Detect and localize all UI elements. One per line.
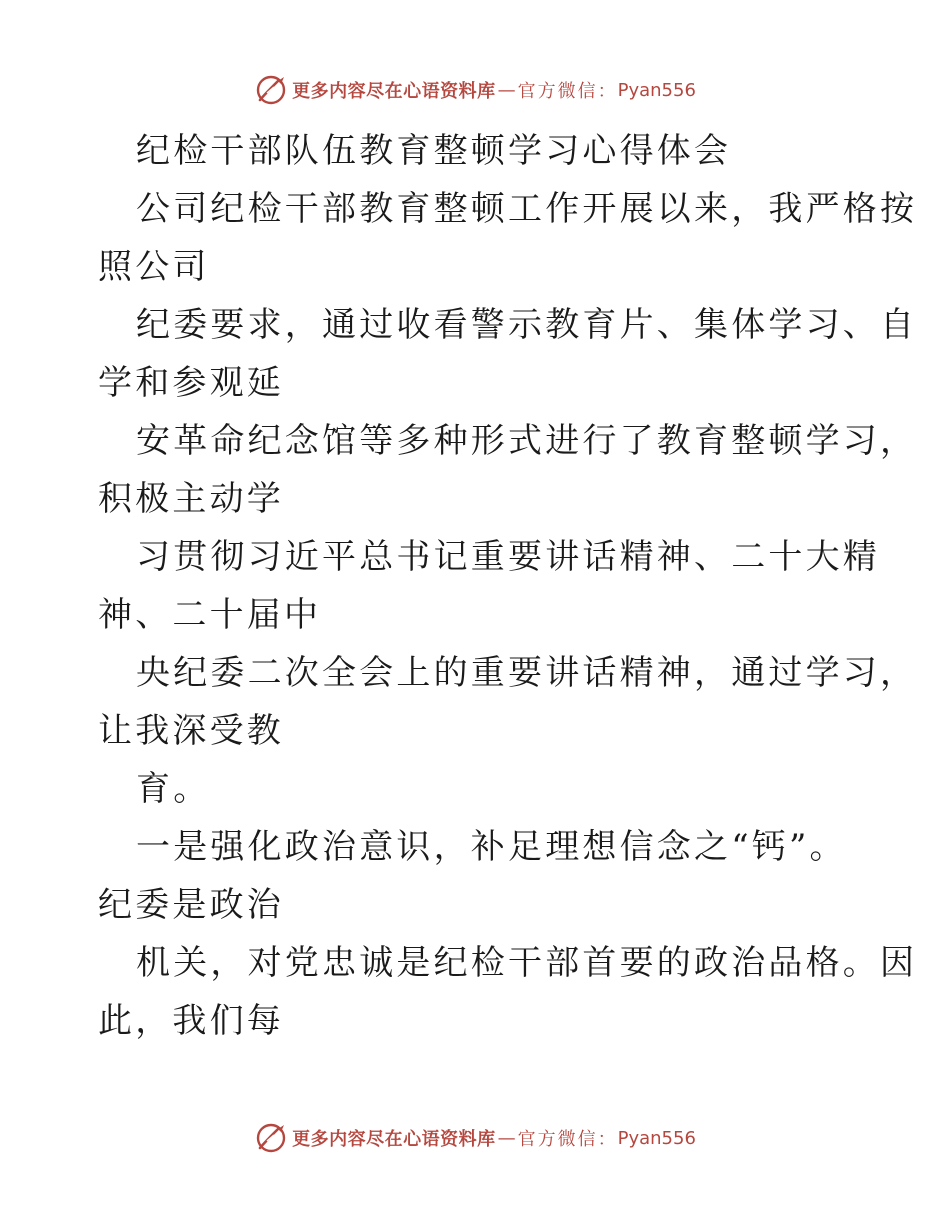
banner-site-name: 更多内容尽在心语资料库 bbox=[292, 1129, 496, 1150]
banner-dash: — bbox=[497, 79, 516, 101]
doc-line: 纪委是政治 bbox=[98, 885, 284, 925]
doc-title: 纪检干部队伍教育整顿学习心得体会 bbox=[136, 131, 732, 171]
doc-line: 神、二十届中 bbox=[98, 595, 322, 635]
banner-wechat-id: Pyan556 bbox=[617, 1127, 696, 1149]
doc-line: 机关，对党忠诚是纪检干部首要的政治品格。因 bbox=[136, 943, 918, 983]
document-body bbox=[98, 122, 918, 1050]
doc-line: 育。 bbox=[136, 769, 211, 809]
doc-line: 纪委要求，通过收看警示教育片、集体学习、自 bbox=[136, 305, 918, 345]
doc-line: 让我深受教 bbox=[98, 711, 284, 751]
quill-pen-logo-icon bbox=[254, 1121, 288, 1155]
quill-pen-logo-icon bbox=[254, 73, 288, 107]
doc-line: 照公司 bbox=[98, 247, 210, 287]
banner-site-name: 更多内容尽在心语资料库 bbox=[292, 81, 496, 102]
header-banner bbox=[0, 70, 950, 110]
doc-line: 安革命纪念馆等多种形式进行了教育整顿学习， bbox=[136, 421, 918, 461]
doc-line: 央纪委二次全会上的重要讲话精神，通过学习， bbox=[136, 653, 918, 693]
doc-line: 学和参观延 bbox=[98, 363, 284, 403]
doc-line: 习贯彻习近平总书记重要讲话精神、二十大精 bbox=[136, 537, 880, 577]
banner-wechat-label: 官方微信： bbox=[517, 1129, 618, 1150]
doc-line: 一是强化政治意识，补足理想信念之“钙”。 bbox=[136, 827, 847, 867]
doc-line: 公司纪检干部教育整顿工作开展以来，我严格按 bbox=[136, 189, 918, 229]
footer-banner bbox=[0, 1118, 950, 1158]
banner-wechat-label: 官方微信： bbox=[517, 81, 618, 102]
banner-dash: — bbox=[497, 1127, 516, 1149]
doc-line: 此，我们每 bbox=[98, 1001, 284, 1041]
banner-wechat-id: Pyan556 bbox=[617, 79, 696, 101]
doc-line: 积极主动学 bbox=[98, 479, 284, 519]
